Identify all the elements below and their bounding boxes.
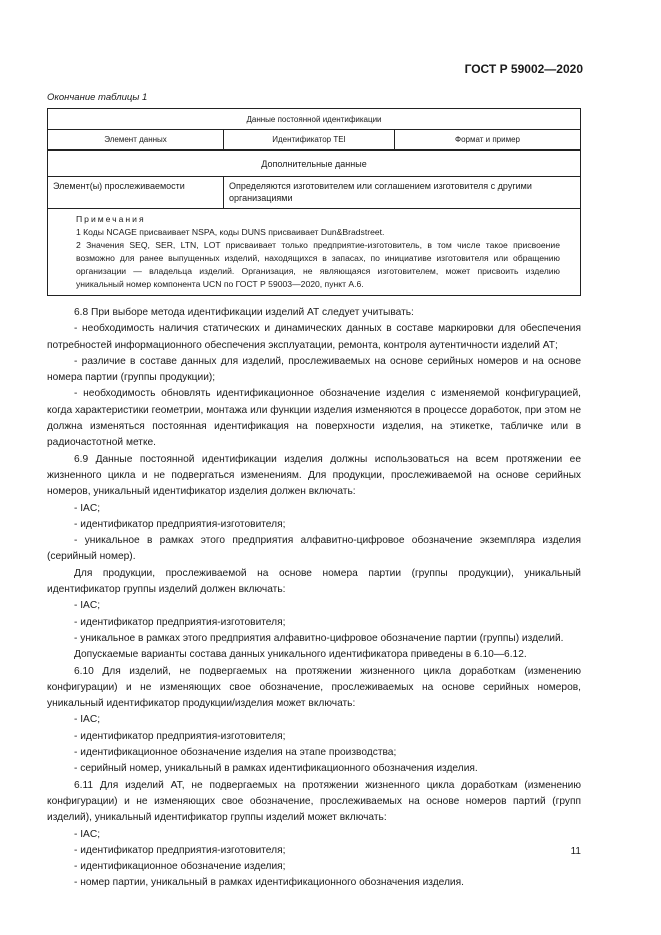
- list-item: - необходимость обновлять идентификационное обозначение изделия с изменяемой конфигурацией, когда характеристики геометрии, монтажа или функции изделия изменяются в процессе доработок, при этом не должна изменяться постоянная идентификация на поверхности изделия, на этикетке, табличке или в радиочастотной метке.: [47, 388, 581, 449]
- list-item: - необходимость наличия статических и динамических данных в составе маркировки для обеспечения потребностей информационного обеспечения эксплуатации, ремонта, контроля аутентичности изделий АТ;: [47, 323, 581, 351]
- paragraph: 6.8 При выборе метода идентификации изделий АТ следует учитывать:: [74, 307, 414, 318]
- paragraph: 6.11 Для изделий АТ, не подвергаемых на протяжении жизненного цикла доработкам (изменению конфигурации) и не изменяющих свое обозначение, прослеживаемых на основе номеров партий (групп изделий), уникальный идентификатор группы изделий может включать:: [47, 779, 581, 824]
- table-section-header: Дополнительные данные: [48, 150, 581, 177]
- list-item: - IAC;: [74, 828, 101, 840]
- list-item: - идентификатор предприятия-изготовителя;: [74, 616, 286, 628]
- note-1: 1 Коды NCAGE присваивает NSPA, коды DUNS присваивает Dun&Bradstreet.: [76, 227, 385, 237]
- document-code: ГОСТ Р 59002—2020: [464, 62, 583, 76]
- paragraph: 6.9 Данные постоянной идентификации изделия должны использоваться на всем протяжении ее жизненного цикла и не подвергаться изменениям. Для продукции, прослеживаемой на основе серийных номеров, уникальный идентификатор изделия должен включать:: [47, 453, 581, 498]
- list-item: - уникальное в рамках этого предприятия алфавитно-цифровое обозначение экземпляра изделия (серийный номер).: [47, 535, 581, 563]
- table-cell-element: Элемент(ы) прослеживаемости: [48, 177, 224, 209]
- list-item: - IAC;: [74, 502, 101, 514]
- col-header-format: Формат и пример: [395, 130, 581, 151]
- list-item: - IAC;: [74, 600, 101, 612]
- page-number: 11: [570, 846, 581, 857]
- list-item: - серийный номер, уникальный в рамках идентификационного обозначения изделия.: [74, 763, 478, 775]
- col-header-tei: Идентификатор TEI: [224, 130, 395, 151]
- notes-title: Примечания: [76, 214, 146, 224]
- paragraph: Для продукции, прослеживаемой на основе номера партии (группы продукции), уникальный идентификатор группы изделий должен включать:: [47, 567, 581, 596]
- table-group-header: Данные постоянной идентификации: [48, 109, 581, 130]
- list-item: - идентификатор предприятия-изготовителя;: [74, 518, 286, 530]
- list-item: - IAC;: [74, 714, 101, 726]
- table-notes: [48, 209, 581, 296]
- paragraph: Допускаемые варианты состава данных уникального идентификатора приведены в 6.10—6.12.: [74, 649, 527, 661]
- list-item: - номер партии, уникальный в рамках идентификационного обозначения изделия.: [74, 877, 464, 889]
- col-header-element: Элемент данных: [48, 130, 224, 151]
- list-item: - идентификационное обозначение изделия на этапе производства;: [74, 747, 397, 759]
- table-cell-description: Определяются изготовителем или соглашением изготовителя с другими организациями: [224, 177, 581, 209]
- note-2: 2 Значения SEQ, SER, LTN, LOT присваивает только предприятие-изготовитель, в том числе такое присвоение возможно для ранее выпущенных изделий, находящихся в запасах, по инициативе изготовителя или обращению организации — владельца изделий. Организация, не являющаяся изготовителем, может присвоить изделию уникальный номер компонента UCN по ГОСТ Р 59003—2020, пункт А.6.: [76, 240, 560, 289]
- list-item: - уникальное в рамках этого предприятия алфавитно-цифровое обозначение партии (группы) изделий.: [74, 632, 564, 644]
- list-item: - идентификационное обозначение изделия;: [74, 861, 286, 873]
- identification-table: [47, 108, 581, 296]
- list-item: - идентификатор предприятия-изготовителя;: [74, 730, 286, 742]
- main-text: [47, 305, 581, 892]
- paragraph: 6.10 Для изделий, не подвергаемых на протяжении жизненного цикла доработкам (изменению конфигурации) и не изменяющих свое обозначение, прослеживаемых на основе серийных номеров, уникальный идентификатор продукции/изделия может включать:: [47, 665, 581, 710]
- list-item: - различие в составе данных для изделий, прослеживаемых на основе серийных номеров и на основе номера партии (группы продукции);: [47, 355, 581, 384]
- table-caption: Окончание таблицы 1: [47, 92, 148, 103]
- list-item: - идентификатор предприятия-изготовителя;: [74, 844, 286, 856]
